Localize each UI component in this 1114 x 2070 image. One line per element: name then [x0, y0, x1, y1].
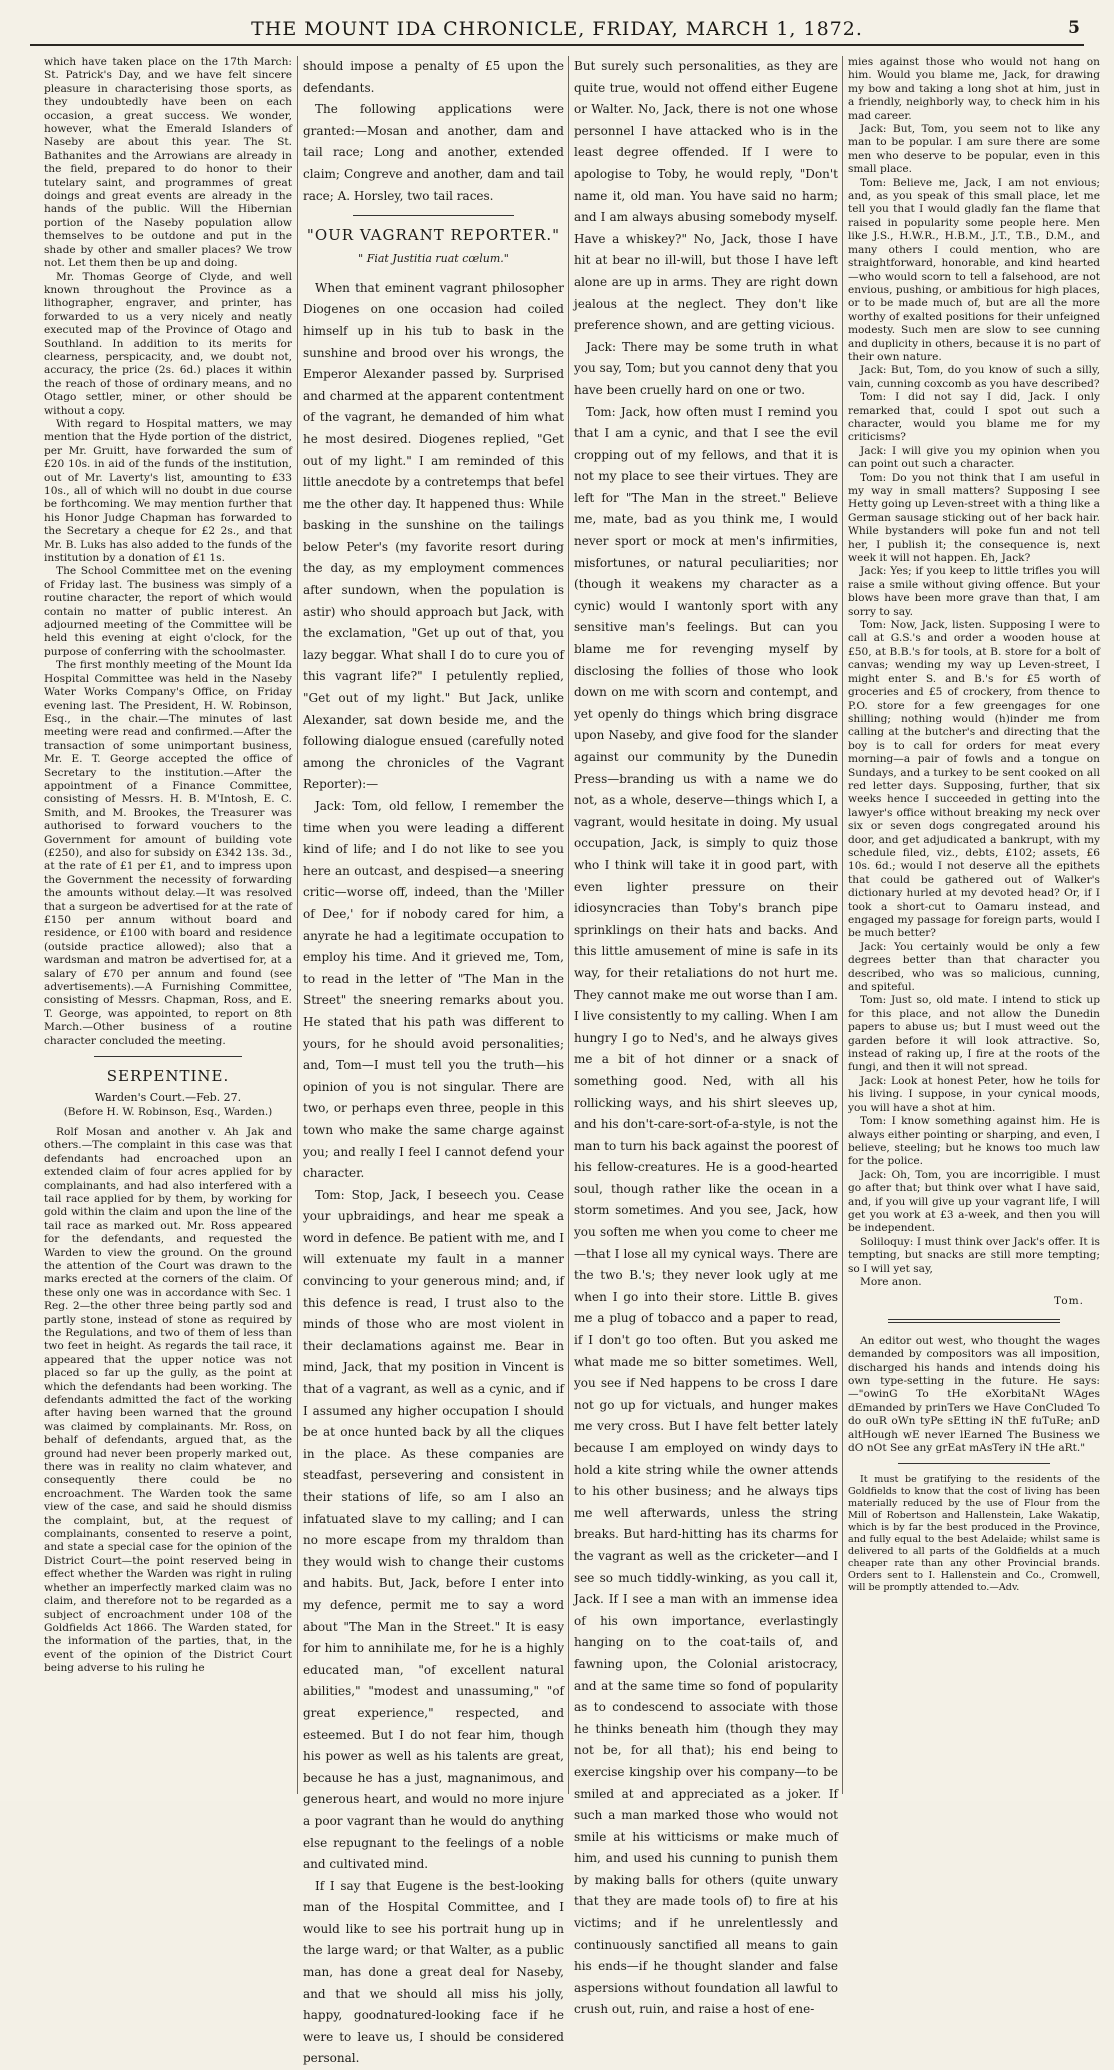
paragraph: But surely such personalities, as they are quite true, would not offend either Eugene or Walter. No, Jack, there is not one whose personnel I have attacked who is in the least degree offended. If I were to apologise to Toby, he would reply, "Don't name it, old man. You have said no harm; and I am always abusing somebody myself. Have a whiskey?" No, Jack, those I have hit at bear no ill-will, but those I have left alone are up in arms. They are right down jealous at the neglect. They don't like preference shown, and are getting vicious.	[574, 59, 838, 333]
section-divider	[353, 215, 514, 216]
paragraph: When that eminent vagrant philosopher Diogenes on one occasion had coiled himself up in his tub to bask in the sunshine and brood over his wrongs, the Emperor Alexander passed by. Surprised and charmed at the apparent contentment of the vagrant, he demanded of him what he most desired. Diogenes replied, "Get out of my light." I am reminded of this little anecdote by a contretemps that befel me the other day. It happened thus: While basking in the sunshine on the tailings below Peter's (my favorite resort during the day, as my employment commences after sundown, when the population is astir) who should approach but Jack, with the exclamation, "Get up out of that, you lazy beggar. What shall I do to cure you of this vagrant life?" I petulently replied, "Get out of my light." But Jack, unlike Alexander, sat down beside me, and the following dialogue ensued (carefully noted among the chronicles of the Vagrant Reporter):—	[303, 280, 564, 792]
paragraph: Jack: Look at honest Peter, how he toils for his living. I suppose, in your cynical moods, you will have a shot at him.	[848, 1074, 1100, 1114]
masthead-title: THE MOUNT IDA CHRONICLE, FRIDAY, MARCH 1, 1872.	[251, 18, 863, 40]
column-rule	[842, 56, 843, 1794]
advertisement: It must be gratifying to the residents of the Goldfields to know that the cost of living has been materially reduced by the use of Flour from the Mill of Robertson and Hallenstein, Lake Wakatip, which is by far the best produced in the Province, and fully equal to the best Adelaide; whilst same is delivered to all parts of the Goldfields at a much cheaper rate than any other Provincial brands. Orders sent to I. Hallenstein and Co., Cromwell, will be promptly attended to.—Adv.	[848, 1474, 1100, 1594]
paragraph: Jack: I will give you my opinion when you can point out such a character.	[848, 444, 1100, 471]
column-rule	[568, 56, 569, 1794]
paragraph: The School Committee met on the evening of Friday last. The business was simply of a routine character, the report of which would contain no matter of public interest. An adjourned meeting of the Committee will be held this evening at eight o'clock, for the purpose of conferring with the schoolmaster.	[44, 565, 292, 658]
paragraph: Jack: Yes; if you keep to little trifles you will raise a smile without giving offence. But your blows have been more grave than that, I am sorry to say.	[848, 565, 1100, 618]
paragraph: Tom: I know something against him. He is always either pointing or sharping, and even, I believe, steeling; but he knows too much law for the police.	[848, 1115, 1100, 1168]
section-heading: SERPENTINE.	[106, 1067, 230, 1086]
paragraph: Soliloquy: I must think over Jack's offer. It is tempting, but snacks are still more tempting; so I will yet say,	[848, 1235, 1100, 1275]
paragraph: Jack: Tom, old fellow, I remember the time when you were leading a different kind of life; and I do not like to see you here an outcast, and despised—a sneering critic—worse off, indeed, than the 'Miller of Dee,' for if nobody cared for him, a anyrate he had a legitimate occupation to employ his time. And it grieved me, Tom, to read in the letter of "The Man in the Street" the sneering remarks about you. He stated that his path was different to yours, for he should avoid personalities; and, Tom—I must tell you the truth—his opinion of you is not singular. There are two, or perhaps even three, people in this town who make the same charge against you; and really I feel I cannot defend your character.	[303, 799, 564, 1181]
paragraph: Tom: I did not say I did, Jack. I only remarked that, could I spot out such a character, would you blame me for my criticisms?	[848, 391, 1100, 444]
paragraph: If I say that Eugene is the best-looking man of the Hospital Committee, and I would like to see his portrait hung up in the large ward; or that Walter, as a public man, has done a great deal for Naseby, and that we should all miss his jolly, happy, goodnatured-looking face if he were to leave us, I should be considered personal.	[303, 1878, 564, 2066]
paragraph: Tom: Jack, how often must I remind you that I am a cynic, and that I see the evil cropping out of my fellows, and that it is not my place to see their virtues. They are left for "The Man in the street." Believe me, mate, bad as you think me, I would never sport or mock at men's infirmities, misfortunes, or natural peculiarities; nor (though it weakens my character as a cynic) would I wantonly sport with any sensitive man's feelings. But can you blame me for revenging myself by disclosing the follies of those who look down on me with scorn and contempt, and yet openly do things which bring disgrace upon Naseby, and give food for the slander against our community by the Dunedin Press—branding us with a name we do not, as a whole, deserve—things which I, a vagrant, would hesitate in doing. My usual occupation, Jack, is simply to quiz those who I think will take it in good part, with even lighter pressure on their idiosyncracies than Toby's branch pipe sprinklings on their hats and backs. And this little amusement of mine is safe in its way, for their retaliations do not hurt me. They cannot make me out worse than I am. I live consistently to my calling. When I am hungry I go to Ned's, and he always gives me a bit of hot dinner or a snack of something good. Ned, with all his rollicking ways, and his shirt sleeves up, and his don't-care-sort-of-a-style, is not the man to turn his back against the poorest of his fellow-creatures. He is a good-hearted soul, though rather like the ocean in a storm sometimes. And you see, Jack, how you soften me when you come to cheer me—that I lose all my cynical ways. There are the two B.'s; they never look ugly at me when I go into their store. Little B. gives me a plug of tobacco and a paper to read, if I don't go too often. But you asked me what made me so bitter sometimes. Well, you see if Ned happens to be cross I dare not go up for victuals, and hunger makes me very cross. But I have felt better lately because I am employed on windy days to hold a kite string while the owner attends to his other business; and he always tips me well afterwards, unless the string breaks. But hard-hitting has its charms for the vagrant as well as the cricketer—and I see so much tiddly-winking, as you call it, Jack. If I see a man with an immense idea of his own importance, everlastingly hanging on to the coat-tails of, and fawning upon, the Colonial aristocracy, and at the same time so fond of popularity as to condescend to associate with those he thinks beneath him (though they may not be, for all that); his end being to exercise kingship over his company—to be smiled at and appreciated as a joker. If such a man marked those who would not smile at his witticisms or make much of him, and used his cunning to punish them by making balls for others (quite unwary that they are made tools of) to fire at his victims; and if he unrelentlessly and continuously sanctified all means to gain his ends—if he thought slander and false aspersions without foundation all lawful to crush out, ruin, and raise a host of ene-	[574, 404, 838, 2017]
column-rule	[297, 56, 298, 1794]
column-1	[44, 56, 292, 1794]
paragraph: More anon.	[860, 1275, 922, 1288]
paragraph: Tom: Now, Jack, listen. Supposing I were to call at G.S.'s and order a wooden house at £50, at B.B.'s for tools, at B. store for a bolt of canvas; wending my way up Leven-street, I might enter S. and B.'s for £5 worth of groceries and £5 of crockery, from thence to P.O. store for a few greengages for one shilling; nothing would (h)inder me from calling at the butcher's and directing that the boy is to call for orders for meat every morning—a pair of fowls and a tongue on Sundays, and a turkey to be sent cooked on all red letter days. Supposing, further, that six weeks hence I succeeded in getting into the lawyer's office without breaking my neck over six or seven dogs congregated around his door, and get adjudicated a bankrupt, with my schedule filed, viz., debts, £102; assets, £6 10s. 6d.; would I not deserve all the epithets that could be gathered out of Walker's dictionary hurled at my devoted head? Or, if I took a short-cut to Oamaru instead, and engaged my passage for foreign parts, would I be much better?	[848, 619, 1100, 940]
paragraph: An editor out west, who thought the wages demanded by compositors was all imposition, discharged his hands and intends doing his own type-setting in the future. He says:—"owinG To tHe eXorbitaNt WAges dEmanded by prinTers we Have ConCluded To do ouR oWn tyPe sEtting iN thE fuTuRe; anD altHough wE never lEarned The Business we dO nOt See any grEat mAsTery iN tHe aRt."	[848, 1334, 1100, 1455]
paragraph: The first monthly meeting of the Mount Ida Hospital Committee was held in the Naseby Water Works Company's Office, on Friday evening last. The President, H. W. Robinson, Esq., in the chair.—The minutes of last meeting were read and confirmed.—After the transaction of some unimportant business, Mr. E. T. George accepted the office of Secretary to the institution.—After the appointment of a Finance Committee, consisting of Messrs. H. B. M'Intosh, E. C. Smith, and M. Brookes, the Treasurer was authorised to forward vouchers to the Government for amount of building vote (£250), and also for subsidy on £342 13s. 3d., at the rate of £1 per £1, and to impress upon the Government the necessity of forwarding the amounts without delay.—It was resolved that a surgeon be advertised for at the rate of £150 per annum without board and residence, or £100 with board and residence (outside practice allowed); also that a wardsman and matron be advertised for, at a salary of £70 per annum and found (see advertisements).—A Furnishing Committee, consisting of Messrs. Chapman, Ross, and E. T. George, was appointed, to report on 8th March.—Other business of a routine character concluded the meeting.	[44, 659, 292, 1047]
column-3	[574, 56, 838, 2017]
masthead	[30, 10, 1084, 46]
section-divider	[898, 1463, 1050, 1464]
paragraph: Rolf Mosan and another v. Ah Jak and others.—The complaint in this case was that defendants had encroached upon an extended claim of four acres applied for by complainants, and had also interfered with a tail race applied for by them, by working for gold within the claim and upon the line of the tail race as marked out. Mr. Ross appeared for the defendants, and requested the Warden to view the ground. On the ground the attention of the Court was drawn to the marks erected at the corners of the claim. Of these only one was in accordance with Sec. 1 Reg. 2—the other three being partly sod and partly stone, instead of stone as required by the Regulations, and two of them of less than two feet in height. As regards the tail race, it appeared that the upper notice was not placed so far up the gully, as the point at which the defendants had been working. The defendants admitted the fact of the working after having been warned that the ground was claimed by complainants. Mr. Ross, on behalf of defendants, argued that, as the ground had never been properly marked out, there was in reality no claim whatever, and consequently there could be no encroachment. The Warden took the same view of the case, and said he should dismiss the complaint, but, at the request of complainants, consented to reserve a point, and state a special case for the opinion of the District Court—the point reserved being in effect whether the Warden was right in ruling whether an imperfectly marked claim was no claim, and therefore not to be regarded as a subject of encroachment under 108 of the Goldfields Act 1866. The Warden stated, for the information of the parties, that, in the event of the opinion of the District Court being adverse to his ruling he	[44, 1125, 292, 1675]
paragraph: Tom: Just so, old mate. I intend to stick up for this place, and not allow the Dunedin papers to abuse us; but I must weed out the garden before it will look attractive. So, instead of raking up, I fire at the roots of the fungi, and then it will not spread.	[848, 994, 1100, 1074]
paragraph: Jack: There may be some truth in what you say, Tom; but you cannot deny that you have been cruelly hard on one or two.	[574, 339, 838, 397]
paragraph: The following applications were granted:—Mosan and another, dam and tail race; Long and another, extended claim; Congreve and another, dam and tail race; A. Horsley, two tail races.	[303, 102, 564, 203]
paragraph: which have taken place on the 17th March: St. Patrick's Day, and we have felt sincere pleasure in characterising those sports, as they undoubtedly have been on each occasion, a great success. We wonder, however, what the Emerald Islanders of Naseby are about this year. The St. Bathanites and the Arrowians are already in the field, prepared to do honor to their tutelary saint, and programmes of great doings and great events are already in the hands of the public. Will the Hibernian portion of the Naseby population allow themselves to be outdone and put in the shade by other and smaller places? We trow not. Let them then be up and doing.	[44, 56, 292, 270]
column-2	[303, 56, 564, 2066]
page-number: 5	[1068, 18, 1080, 38]
paragraph: Tom: Stop, Jack, I beseech you. Cease your upbraidings, and hear me speak a word in defence. Be patient with me, and I will extenuate my fault in a manner convincing to your generous mind; and, if this defence is read, I trust also to the minds of those who are most violent in their declamations against me. Bear in mind, Jack, that my position in Vincent is that of a vagrant, as well as a cynic, and if I assumed any higher occupation I should be at once hunted back by all the cliques in the place. As these companies are steadfast, persevering and consistent in their stations of life, so am I also an infatuated slave to my calling; and I can no more escape from my thraldom than they would wish to change their customs and habits. But, Jack, before I enter into my defence, permit me to say a word about "The Man in the Street." It is easy for him to annihilate me, for he is a highly educated man, "of excellent natural abilities," "modest and unassuming," "of great experience," respected, and esteemed. But I do not fear him, though his power as well as his talents are great, because he has a just, magnanimous, and generous heart, and would no more injure a poor vagrant than he would do anything else repugnant to the feelings of a noble and cultivated mind.	[303, 1187, 564, 1872]
section-divider	[888, 1319, 1060, 1323]
paragraph: Tom: Do you not think that I am useful in my way in small matters? Supposing I see Hetty going up Leven-street with a thing like a German sausage sticking out of her back hair. While bystanders will poke fun and not tell her, I publish it; the consequence is, next week it will not happen. Eh, Jack?	[848, 471, 1100, 565]
column-4	[848, 56, 1100, 1794]
paragraph: Jack: You certainly would be only a few degrees better than that character you described, who was so malicious, cunning, and spiteful.	[848, 940, 1100, 994]
paragraph: Jack: Oh, Tom, you are incorrigible. I must go after that; but think over what I have said, and, if you will give up your vagrant life, I will get you work at £3 a-week, and then you will be independent.	[848, 1168, 1100, 1235]
paragraph: mies against those who would not hang on him. Would you blame me, Jack, for drawing my bow and taking a long shot at him, just in a friendly, neighborly way, to check him in his mad career.	[848, 56, 1100, 122]
court-subheading: (Before H. W. Robinson, Esq., Warden.)	[63, 1106, 273, 1119]
paragraph: Jack: But, Tom, do you know of such a silly, vain, cunning coxcomb as you have described?	[848, 364, 1100, 390]
court-heading: Warden's Court.—Feb. 27.	[94, 1091, 242, 1105]
paragraph: With regard to Hospital matters, we may mention that the Hyde portion of the district, per Mr. Gruitt, have forwarded the sum of £20 10s. in aid of the funds of the institution, out of Mr. Laverty's list, amounting to £33 10s., all of which will no doubt in due course be forthcoming. We may mention further that his Honor Judge Chapman has forwarded to the Secretary a cheque for £2 2s., and that Mr. B. Luks has also added to the funds of the institution by a donation of £1 1s.	[44, 417, 292, 565]
latin-motto: " Fiat Justitia ruat cœlum."	[358, 252, 509, 266]
section-divider	[94, 1056, 242, 1057]
section-heading: "OUR VAGRANT REPORTER."	[306, 226, 561, 245]
paragraph: Tom: Believe me, Jack, I am not envious; and, as you speak of this small place, let me tell you that I would gladly fan the flame that raised in popularity some people here. Men like J.S., H.W.R., H.B.M., J.T., T.B., D.M., and many others I could mention, who are straightforward, honorable, and kind hearted—who would scorn to tell a falsehood, are not envious, pushing, or ambitious for high places, or to be made much of, but are all the more worthy of exalted positions for their unfeigned modesty. Such men are slow to see cunning and duplicity in others, because it is no part of their own nature.	[848, 176, 1100, 363]
paragraph: should impose a penalty of £5 upon the defendants.	[303, 59, 564, 95]
signature: Tom.	[1053, 1295, 1084, 1308]
paragraph: Mr. Thomas George of Clyde, and well known throughout the Province as a lithographer, engraver, and printer, has forwarded to us a very nicely and neatly executed map of the Province of Otago and Southland. In addition to its merits for clearness, perspicacity, and, we doubt not, accuracy, the price (2s. 6d.) places it within the reach of those of ordinary means, and no Otago settler, miner, or other should be without a copy.	[44, 270, 292, 417]
paragraph: Jack: But, Tom, you seem not to like any man to be popular. I am sure there are some men who deserve to be popular, even in this small place.	[848, 123, 1100, 176]
